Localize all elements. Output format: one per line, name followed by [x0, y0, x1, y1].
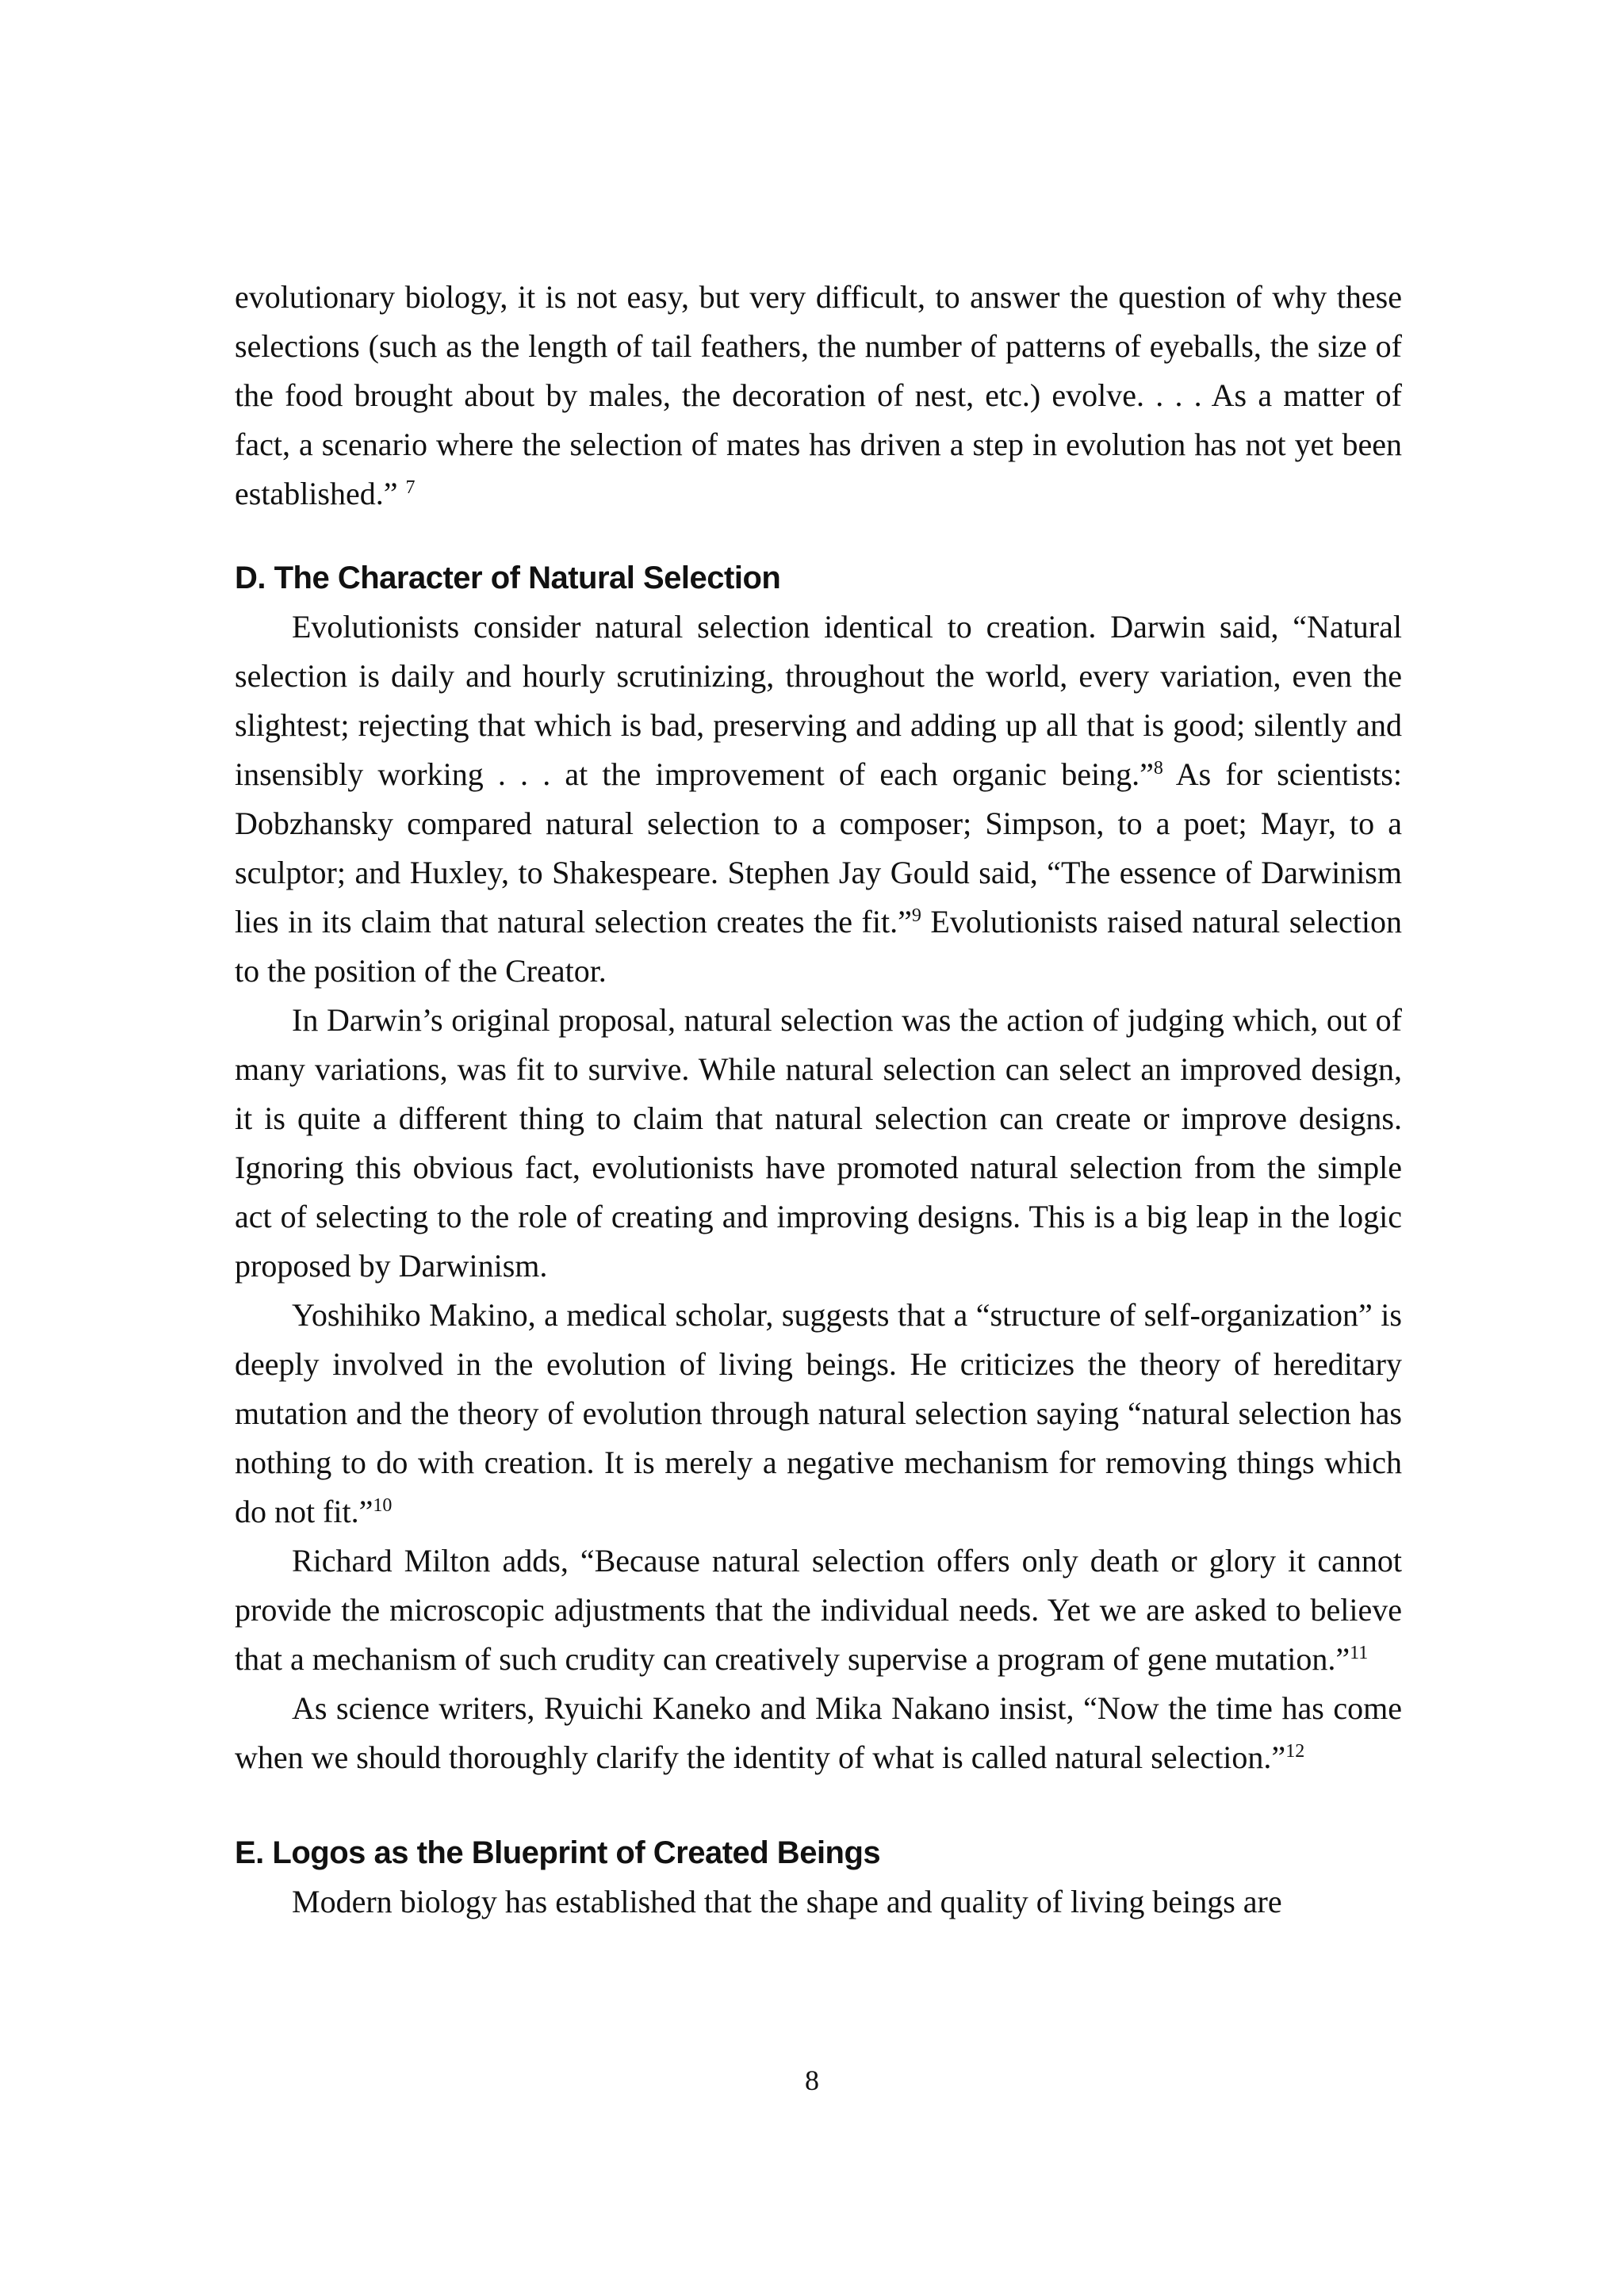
footnote-ref-9: 9 — [911, 905, 921, 926]
page-number: 8 — [805, 2064, 819, 2096]
section-heading-d: D. The Character of Natural Selection — [235, 561, 781, 595]
paragraph-text: As science writers, Ryuichi Kaneko and Mika Nakano insist, “Now the time has come when we should thoroughly clarify the identity of what is called natural selection.” — [235, 1690, 1402, 1775]
footnote-ref-10: 10 — [373, 1495, 393, 1516]
footnote-ref-11: 11 — [1350, 1643, 1369, 1663]
paragraph-darwin-original-proposal: In Darwin’s original proposal, natural selection was the action of judging which, out of many variations, was fit to survive. While natural selection can select an improved design, it is quite a different thing to claim that natural selection can create or improve designs. Ignoring this obvious fact, evolutionists have promoted natural selection from the simple act of selecting to the role of creating and improving designs. This is a big leap in the logic proposed by Darwinism. — [235, 1002, 1402, 1284]
footnote-ref-8: 8 — [1153, 758, 1163, 779]
paragraph-milton — [235, 1536, 1402, 1684]
paragraph-modern-biology: Modern biology has established that the shape and quality of living beings are — [292, 1884, 1282, 1919]
footnote-ref-12: 12 — [1285, 1741, 1305, 1762]
paragraph-kaneko-nakano — [235, 1684, 1402, 1782]
quote-continuation-paragraph — [235, 273, 1402, 519]
paragraph-text: Yoshihiko Makino, a medical scholar, suggests that a “structure of self-organization” is deeply involved in the evolution of living beings. He criticizes the theory of hereditary mutation and the theory of evolution through natural selection saying “natural selection has nothing to do with creation. It is merely a negative mechanism for removing things which do not fit.” — [235, 1297, 1402, 1529]
page-body — [235, 273, 1402, 1927]
quote-continuation-text: evolutionary biology, it is not easy, but very difficult, to answer the question of why these selections (such as the length of tail feathers, the number of patterns of eyeballs, the size of the food brought about by males, the decoration of nest, etc.) evolve. . . . As a matter of fact, a scenario where the selection of mates has driven a step in evolution has not yet been established.” — [235, 279, 1402, 511]
paragraph-text: As for scientists: Dobzhansky compared natural selection to a composer; Simpson, to a poet; Mayr, to a sculptor; and Huxley, to Shakespeare. Stephen Jay Gould said, “The essence of Darwinism lies in its claim that natural selection creates the fit.” — [235, 756, 1402, 939]
section-heading-e: E. Logos as the Blueprint of Created Beings — [235, 1835, 881, 1870]
footnote-ref-7: 7 — [405, 477, 416, 498]
paragraph-text: Evolutionists raised natural selection to the position of the Creator. — [235, 904, 1402, 989]
paragraph-text: Richard Milton adds, “Because natural selection offers only death or glory it cannot provide the microscopic adjustments that the individual needs. Yet we are asked to believe that a mechanism of such crudity can creatively supervise a program of gene mutation.” — [235, 1543, 1402, 1677]
paragraph-makino — [235, 1291, 1402, 1536]
paragraph-natural-selection-creation — [235, 603, 1402, 996]
paragraph-text: Evolutionists consider natural selection identical to creation. Darwin said, “Natural selection is daily and hourly scrutinizing, throughout the world, every variation, even the slightest; rejecting that which is bad, preserving and adding up all that is good; silently and insensibly working . . . at the improvement of each organic being.” — [235, 609, 1402, 792]
